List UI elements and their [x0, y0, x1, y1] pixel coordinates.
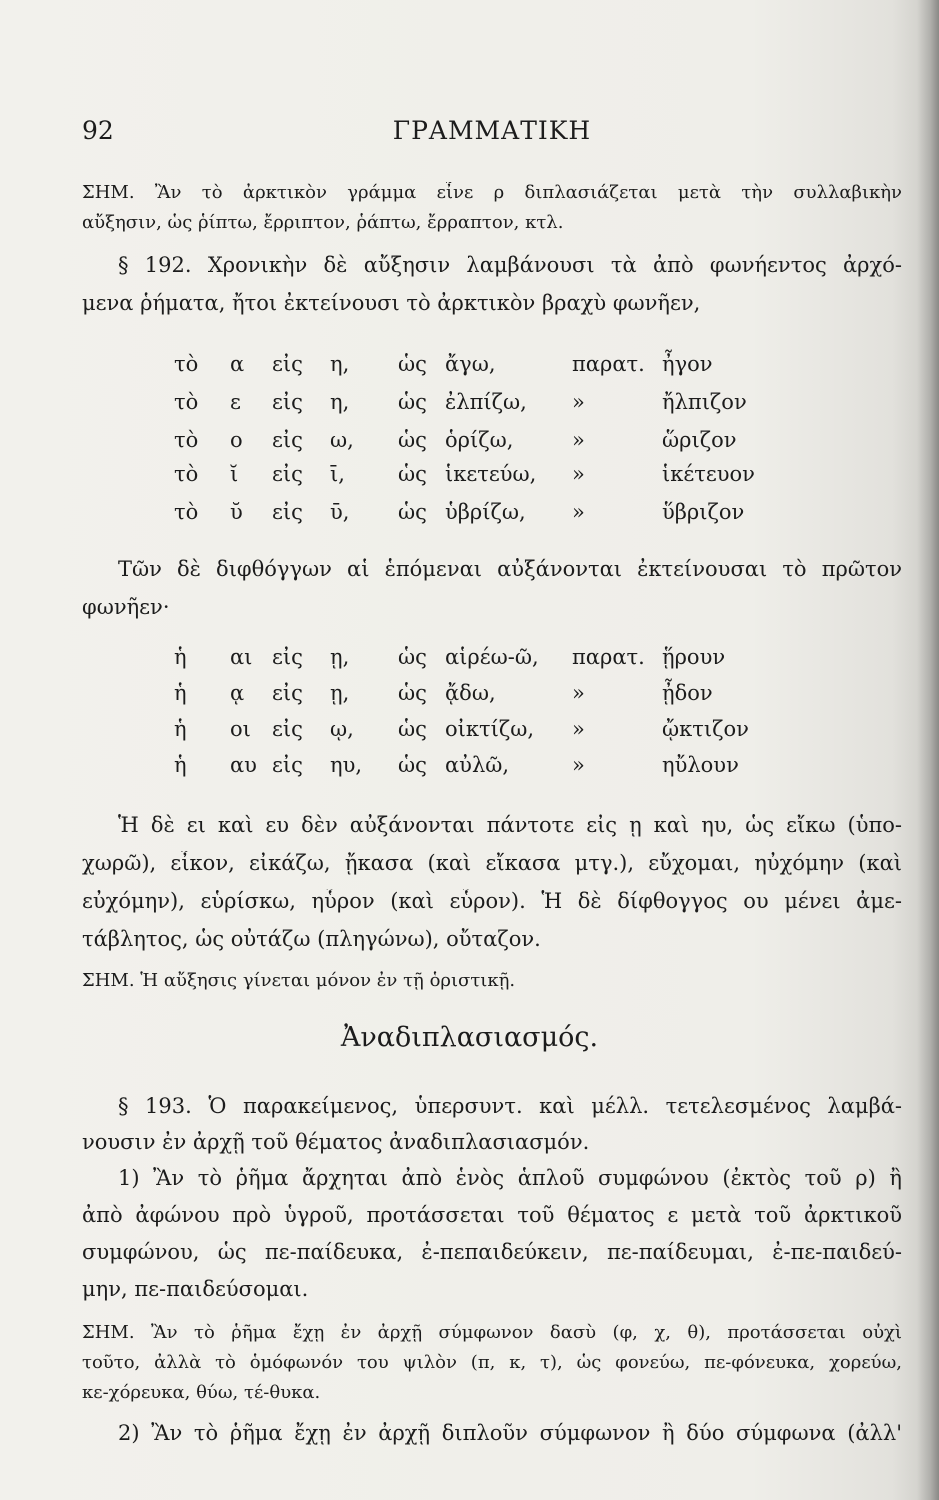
table-cell: ᾖδον [662, 681, 713, 705]
page-header [82, 116, 902, 148]
note-line: τοῦτο, ἀλλὰ τὸ ὁμόφωνόν του ψιλὸν (π, κ, τ), ὡς φονεύω, πε-φόνευκα, χορεύω, [82, 1352, 902, 1373]
table-cell: η, [330, 352, 350, 376]
table-cell: ὑβρίζω, [445, 500, 526, 524]
table-cell: ῃ, [330, 681, 350, 705]
table-cell: ηυ, [330, 753, 363, 777]
table-row [0, 753, 939, 783]
table-cell: ἄγω, [445, 352, 496, 376]
table-cell: ὡς [398, 717, 427, 741]
table-cell: αι [230, 645, 253, 669]
page-edge-shadow [917, 0, 939, 1500]
note-line: κε-χόρευκα, θύω, τέ-θυκα. [82, 1382, 321, 1403]
section-heading: Ἀναδιπλασιασμός. [340, 1022, 599, 1053]
table-cell: ὁρίζω, [445, 428, 514, 452]
table-cell: η, [330, 390, 350, 414]
paragraph-line: 2) Ἂν τὸ ῥῆμα ἔχῃ ἐν ἀρχῇ διπλοῦν σύμφωνον ἢ δύο σύμφωνα (ἀλλ' [118, 1421, 902, 1445]
note-line: ΣΗΜ. Ἂν τὸ ῥῆμα ἔχῃ ἐν ἀρχῇ σύμφωνον δασὺ (φ, χ, θ), προτάσσεται οὐχὶ [82, 1322, 902, 1343]
table-cell: εἰς [272, 717, 303, 741]
table-row [0, 500, 939, 530]
table-cell: ὡς [398, 390, 427, 414]
table-cell: ηὔλουν [662, 753, 739, 777]
table-cell: ἐλπίζω, [445, 390, 527, 414]
table-cell: ἡ [174, 681, 187, 705]
table-row [0, 352, 939, 382]
table-cell: εἰς [272, 500, 303, 524]
page-number: 92 [82, 116, 114, 145]
table-cell: ἦγον [662, 352, 713, 376]
table-row [0, 645, 939, 675]
table-cell: ἱκετεύω, [445, 462, 537, 486]
table-cell: εἰς [272, 753, 303, 777]
note-line: ΣΗΜ. Ἡ αὔξησις γίνεται μόνον ἐν τῇ ὁριστικῇ. [82, 970, 516, 991]
table-cell: παρατ. [572, 352, 645, 376]
table-cell: ω, [330, 428, 354, 452]
table-cell: ὡς [398, 753, 427, 777]
table-row [0, 462, 939, 492]
table-cell: ε [230, 390, 241, 414]
table-cell: » [572, 717, 585, 741]
table-cell: τὸ [174, 352, 199, 376]
table-cell: ῑ, [330, 462, 345, 486]
table-cell: αἱρέω-ῶ, [445, 645, 539, 669]
paragraph-line: νουσιν ἐν ἀρχῇ τοῦ θέματος ἀναδιπλασιασμόν. [82, 1130, 590, 1154]
table-cell: ὥριζον [662, 428, 737, 452]
paragraph-line: ἀπὸ ἀφώνου πρὸ ὑγροῦ, προτάσσεται τοῦ θέματος ε μετὰ τοῦ ἀρκτικοῦ [82, 1203, 902, 1227]
table-cell: » [572, 428, 585, 452]
table-cell: α [230, 352, 245, 376]
table-cell: οἰκτίζω, [445, 717, 535, 741]
table-cell: ῡ, [330, 500, 350, 524]
table-cell: εἰς [272, 352, 303, 376]
table-cell: ὡς [398, 428, 427, 452]
table-cell: ᾕρουν [662, 645, 726, 669]
table-cell: ἡ [174, 717, 187, 741]
paragraph-line: μην, πε-παιδεύσομαι. [82, 1277, 309, 1301]
table-cell: αυ [230, 753, 257, 777]
table-cell: ἡ [174, 645, 187, 669]
table-cell: εἰς [272, 681, 303, 705]
table-cell: ο [230, 428, 243, 452]
table-cell: παρατ. [572, 645, 645, 669]
table-row [0, 428, 939, 458]
table-cell: ᾄδω, [445, 681, 496, 705]
table-cell: ᾳ [230, 681, 245, 705]
note-line: ΣΗΜ. Ἂν τὸ ἀρκτικὸν γράμμα εἶνε ρ διπλασιάζεται μετὰ τὴν συλλαβικὴν [82, 182, 902, 203]
paragraph-line: 1) Ἂν τὸ ῥῆμα ἄρχηται ἀπὸ ἑνὸς ἁπλοῦ συμφώνου (ἐκτὸς τοῦ ρ) ἢ [118, 1166, 902, 1190]
paragraph-line: Ἡ δὲ ει καὶ ευ δὲν αὐξάνονται πάντοτε εἰς ῃ καὶ ηυ, ὡς εἴκω (ὑπο- [118, 813, 902, 837]
table-cell: εἰς [272, 390, 303, 414]
table-cell: αὐλῶ, [445, 753, 510, 777]
table-cell: » [572, 681, 585, 705]
table-cell: » [572, 753, 585, 777]
table-cell: ὕβριζον [662, 500, 745, 524]
paragraph-line: εὐχόμην), εὑρίσκω, ηὗρον (καὶ εὗρον). Ἡ δὲ δίφθογγος ου μένει ἀμε- [82, 889, 902, 913]
table-cell: ὡς [398, 462, 427, 486]
table-cell: ἱκέτευον [662, 462, 755, 486]
table-cell: ῃ, [330, 645, 350, 669]
table-cell: τὸ [174, 390, 199, 414]
paragraph-line: φωνῆεν· [82, 595, 170, 619]
table-cell: εἰς [272, 645, 303, 669]
table-cell: τὸ [174, 428, 199, 452]
table-cell: ὡς [398, 352, 427, 376]
table-row [0, 681, 939, 711]
table-cell: ᾤκτιζον [662, 717, 749, 741]
table-cell: ἡ [174, 753, 187, 777]
paragraph-line: τάβλητος, ὡς οὐτάζω (πληγώνω), οὔταζον. [82, 927, 541, 951]
table-cell: ῳ, [330, 717, 354, 741]
paragraph-line: § 193. Ὁ παρακείμενος, ὑπερσυντ. καὶ μέλλ. τετελεσμένος λαμβά- [118, 1094, 902, 1118]
table-cell: ῠ [230, 500, 243, 524]
table-cell: » [572, 462, 585, 486]
table-cell: εἰς [272, 462, 303, 486]
table-cell: εἰς [272, 428, 303, 452]
table-row [0, 390, 939, 420]
table-row [0, 717, 939, 747]
table-cell: τὸ [174, 462, 199, 486]
table-cell: » [572, 390, 585, 414]
table-cell: ῐ [230, 462, 239, 486]
table-cell: ὡς [398, 645, 427, 669]
paragraph-line: συμφώνου, ὡς πε-παίδευκα, ἐ-πεπαιδεύκειν, πε-παίδευμαι, ἐ-πε-παιδεύ- [82, 1240, 902, 1264]
table-cell: ὡς [398, 681, 427, 705]
table-cell: » [572, 500, 585, 524]
paragraph-line: § 192. Χρονικὴν δὲ αὔξησιν λαμβάνουσι τὰ ἀπὸ φωνήεντος ἀρχό- [118, 253, 902, 277]
paragraph-line: Τῶν δὲ διφθόγγων αἱ ἑπόμεναι αὐξάνονται ἐκτείνουσαι τὸ πρῶτον [118, 557, 902, 581]
paragraph-line: χωρῶ), εἶκον, εἰκάζω, ᾔκασα (καὶ εἴκασα μτγ.), εὔχομαι, ηὐχόμην (καὶ [82, 851, 902, 875]
table-cell: τὸ [174, 500, 199, 524]
table-cell: ἤλπιζον [662, 390, 747, 414]
table-cell: ὡς [398, 500, 427, 524]
table-cell: οι [230, 717, 251, 741]
paragraph-line: μενα ῥήματα, ἤτοι ἐκτείνουσι τὸ ἀρκτικὸν βραχὺ φωνῆεν, [82, 291, 701, 315]
note-line: αὔξησιν, ὡς ῥίπτω, ἔρριπτον, ῥάπτω, ἔρραπτον, κτλ. [82, 212, 564, 233]
running-title: ΓΡΑΜΜΑΤΙΚΗ [392, 116, 592, 145]
